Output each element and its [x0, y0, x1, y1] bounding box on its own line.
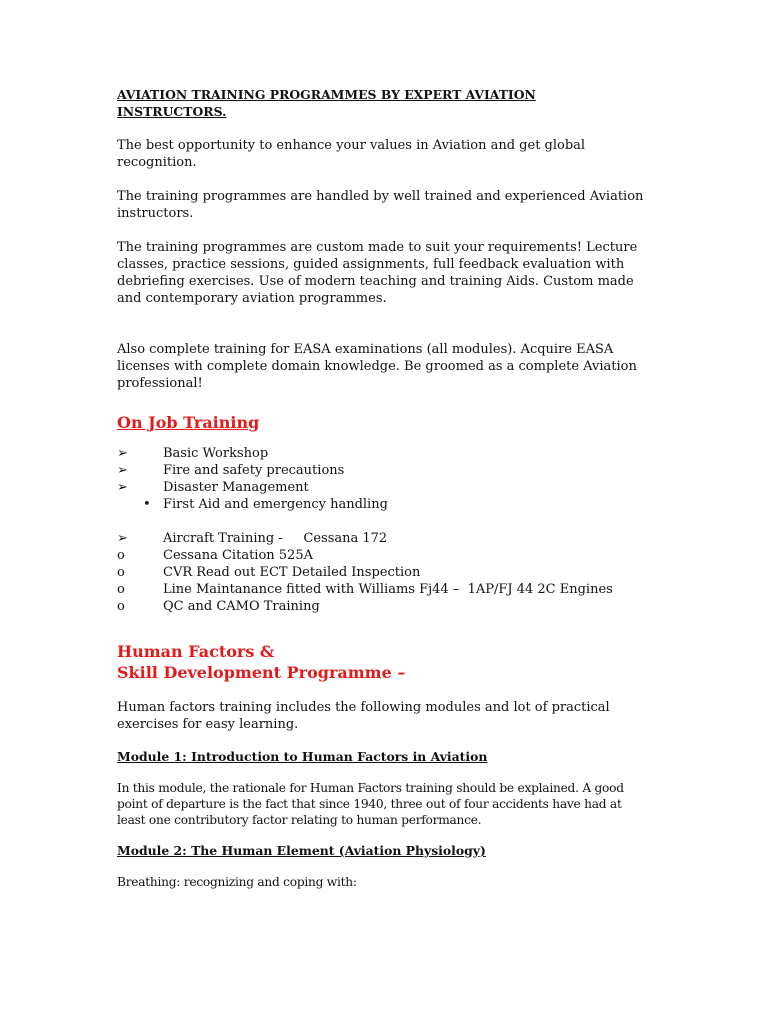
- list-item-text: QC and CAMO Training: [163, 599, 320, 614]
- list-item: [117, 479, 647, 496]
- circle-bullet-icon: o: [117, 582, 125, 597]
- ojt-list-aircraft: [117, 530, 647, 615]
- module-2-text: Breathing: recognizing and coping with:: [117, 875, 357, 889]
- list-item-text: Basic Workshop: [163, 446, 269, 461]
- paragraph-easa: Also complete training for EASA examinations (all modules). Acquire EASA licenses with complete domain knowledge. Be groomed as a complete Aviation professional!: [117, 342, 637, 391]
- circle-bullet-icon: o: [117, 548, 125, 563]
- module-1-heading: Module 1: Introduction to Human Factors in Aviation: [117, 749, 488, 764]
- module-1-text: In this module, the rationale for Human Factors training should be explained. A good point of departure is the fact that since 1940, three out of four accidents have had at least one contributory factor relating to human performance.: [117, 781, 624, 827]
- arrow-bullet-icon: ➢: [117, 446, 128, 461]
- list-item-text: CVR Read out ECT Detailed Inspection: [163, 565, 421, 580]
- arrow-bullet-icon: ➢: [117, 463, 128, 478]
- arrow-bullet-icon: ➢: [117, 531, 128, 546]
- list-item-text: First Aid and emergency handling: [163, 497, 388, 512]
- ojt-list-general: [117, 445, 647, 513]
- dot-bullet-icon: •: [143, 497, 151, 512]
- list-item-text: Aircraft Training - Cessana 172: [163, 531, 388, 546]
- list-item: [117, 564, 647, 581]
- paragraph-custom: The training programmes are custom made to suit your requirements! Lecture classes, practice sessions, guided assignments, full feedback evaluation with debriefing exercises. Use of modern teaching and training Aids. Custom made and contemporary aviation programmes.: [117, 240, 638, 306]
- list-item: [117, 547, 647, 564]
- module-2-heading: Module 2: The Human Element (Aviation Physiology): [117, 843, 486, 858]
- arrow-bullet-icon: ➢: [117, 480, 128, 495]
- list-item-text: Fire and safety precautions: [163, 463, 345, 478]
- list-item: [117, 598, 647, 615]
- circle-bullet-icon: o: [117, 599, 125, 614]
- list-item: [117, 496, 647, 513]
- list-item: [117, 445, 647, 462]
- list-item-text: Line Maintanance fitted with Williams Fj44 – 1AP/FJ 44 2C Engines: [163, 582, 613, 597]
- list-item: [117, 530, 647, 547]
- section-heading-human-factors: Human Factors &: [117, 642, 275, 661]
- document-title: AVIATION TRAINING PROGRAMMES BY EXPERT AVIATION INSTRUCTORS.: [117, 87, 536, 119]
- paragraph-hf-intro: Human factors training includes the following modules and lot of practical exercises for easy learning.: [117, 700, 610, 732]
- document-page: [117, 86, 647, 890]
- circle-bullet-icon: o: [117, 565, 125, 580]
- paragraph-intro: The best opportunity to enhance your values in Aviation and get global recognition.: [117, 138, 586, 170]
- section-heading-on-job-training: On Job Training: [117, 413, 260, 432]
- list-item: [117, 462, 647, 479]
- list-item: [117, 581, 647, 598]
- paragraph-instructors: The training programmes are handled by well trained and experienced Aviation instructors.: [117, 189, 644, 221]
- section-heading-skill-development: Skill Development Programme –: [117, 663, 406, 682]
- list-item-text: Disaster Management: [163, 480, 309, 495]
- list-item-text: Cessana Citation 525A: [163, 548, 313, 563]
